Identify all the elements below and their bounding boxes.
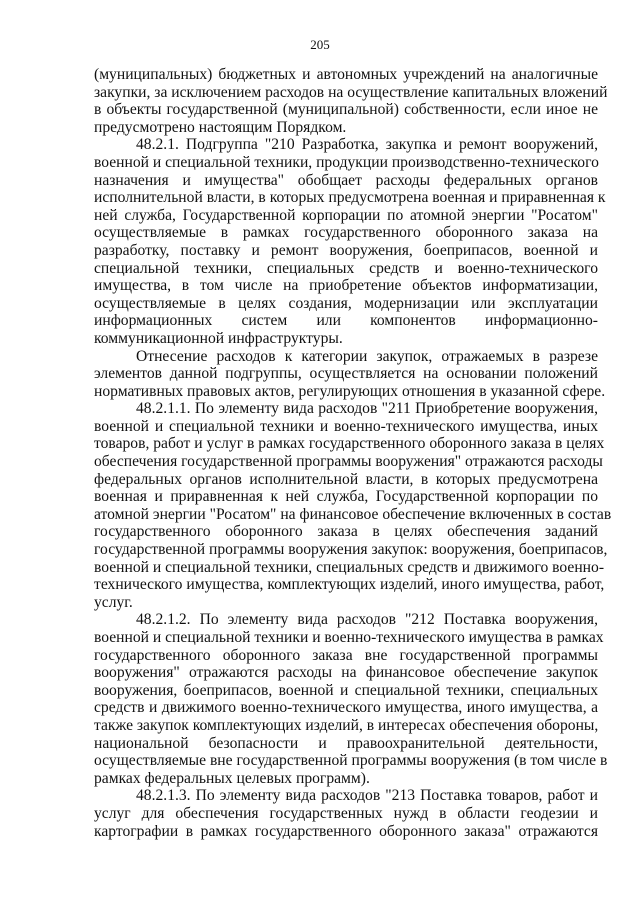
- text-line: назначения и имущества" обобщает расходы федеральных органов: [94, 171, 598, 189]
- paragraph: [94, 66, 608, 136]
- paragraph: [94, 136, 606, 347]
- text-line: средств и движимого военно-технического имущества, иного имущества, а: [94, 699, 598, 717]
- text-line: государственного оборонного заказа в целях обеспечения заданий: [94, 523, 598, 541]
- text-line: услуг для обеспечения государственных нужд в области геодезии и: [94, 804, 598, 822]
- text-line: специальной техники, специальных средств и военно-технического: [94, 259, 598, 277]
- text-line: (муниципальных) бюджетных и автономных учреждений на аналогичные: [94, 66, 598, 83]
- text-line: товаров, работ и услуг в рамках государственного оборонного заказа в целях: [94, 435, 605, 453]
- text-line: 48.2.1.2. По элементу вида расходов "212 Поставка вооружения,: [136, 611, 598, 629]
- text-line: ней служба, Государственной корпорации по атомной энергии "Росатом": [94, 206, 598, 224]
- text-line: 48.2.1. Подгруппа "210 Разработка, закупка и ремонт вооружений,: [136, 136, 598, 154]
- text-line: национальной безопасности и правоохранительной деятельности,: [94, 734, 598, 752]
- body-text: [94, 66, 612, 840]
- text-line: государственной программы вооружения закупок: вооружения, боеприпасов,: [94, 541, 608, 559]
- text-line: осуществляемые в рамках государственного оборонного заказа на: [94, 224, 598, 242]
- text-line: военной и специальной техники, продукции производственно-технического: [94, 153, 599, 171]
- paragraph: [94, 611, 608, 787]
- text-line: предусмотрено настоящим Порядком.: [94, 118, 347, 136]
- paragraph: [94, 787, 598, 840]
- text-line: осуществляемые вне государственной программы вооружения (в том числе в: [94, 752, 608, 770]
- text-line: рамках федеральных целевых программ).: [94, 769, 370, 787]
- text-line: имущества, в том числе на приобретение объектов информатизации,: [94, 277, 598, 295]
- text-line: разработку, поставку и ремонт вооружения, боеприпасов, военной и: [94, 241, 598, 259]
- text-line: обеспечения государственной программы вооружения" отражаются расходы: [94, 453, 603, 471]
- text-line: военной и специальной техники и военно-технического имущества в рамках: [94, 629, 604, 646]
- text-line: в объекты государственной (муниципальной) собственности, если иное не: [94, 101, 598, 119]
- text-line: нормативных правовых актов, регулирующих отношения в указанной сфере.: [94, 382, 606, 400]
- text-line: военная и приравненная к ней служба, Государственной корпорации по: [94, 488, 598, 506]
- text-line: военной и специальной техники, специальных средств и движимого военно-: [94, 558, 605, 576]
- text-line: атомной энергии "Росатом" на финансовое обеспечение включенных в состав: [94, 505, 612, 523]
- text-line: 48.2.1.3. По элементу вида расходов "213 Поставка товаров, работ и: [136, 787, 598, 805]
- text-line: закупки, за исключением расходов на осуществление капитальных вложений: [94, 83, 608, 101]
- text-line: 48.2.1.1. По элементу вида расходов "211 Приобретение вооружения,: [136, 400, 598, 418]
- text-line: картографии в рамках государственного оборонного заказа" отражаются: [94, 822, 598, 840]
- text-line: также закупок комплектующих изделий, в интересах обеспечения обороны,: [94, 716, 599, 734]
- text-line: информационных систем или компонентов информационно-: [94, 312, 598, 330]
- text-line: вооружения" отражаются расходы на финансовое обеспечение закупок: [94, 664, 598, 682]
- text-line: коммуникационной инфраструктуры.: [94, 329, 343, 347]
- text-line: государственного оборонного заказа вне государственной программы: [94, 646, 598, 664]
- text-line: федеральных органов исполнительной власти, в которых предусмотрена: [94, 470, 598, 488]
- text-line: военной и специальной техники и военно-технического имущества, иных: [94, 417, 598, 435]
- text-line: Отнесение расходов к категории закупок, отражаемых в разрезе: [136, 347, 598, 365]
- paragraph: [94, 400, 612, 611]
- text-line: элементов данной подгруппы, осуществляется на основании положений: [94, 365, 598, 383]
- text-line: вооружения, боеприпасов, военной и специальной техники, специальных: [94, 681, 598, 699]
- text-line: технического имущества, комплектующих изделий, иного имущества, работ,: [94, 576, 605, 594]
- paragraph: [94, 347, 606, 401]
- text-line: услуг.: [94, 593, 133, 611]
- text-line: исполнительной власти, в которых предусмотрена военная и приравненная к: [94, 189, 606, 207]
- page-number: 205: [310, 37, 330, 52]
- text-line: осуществляемые в целях создания, модернизации или эксплуатации: [94, 294, 598, 312]
